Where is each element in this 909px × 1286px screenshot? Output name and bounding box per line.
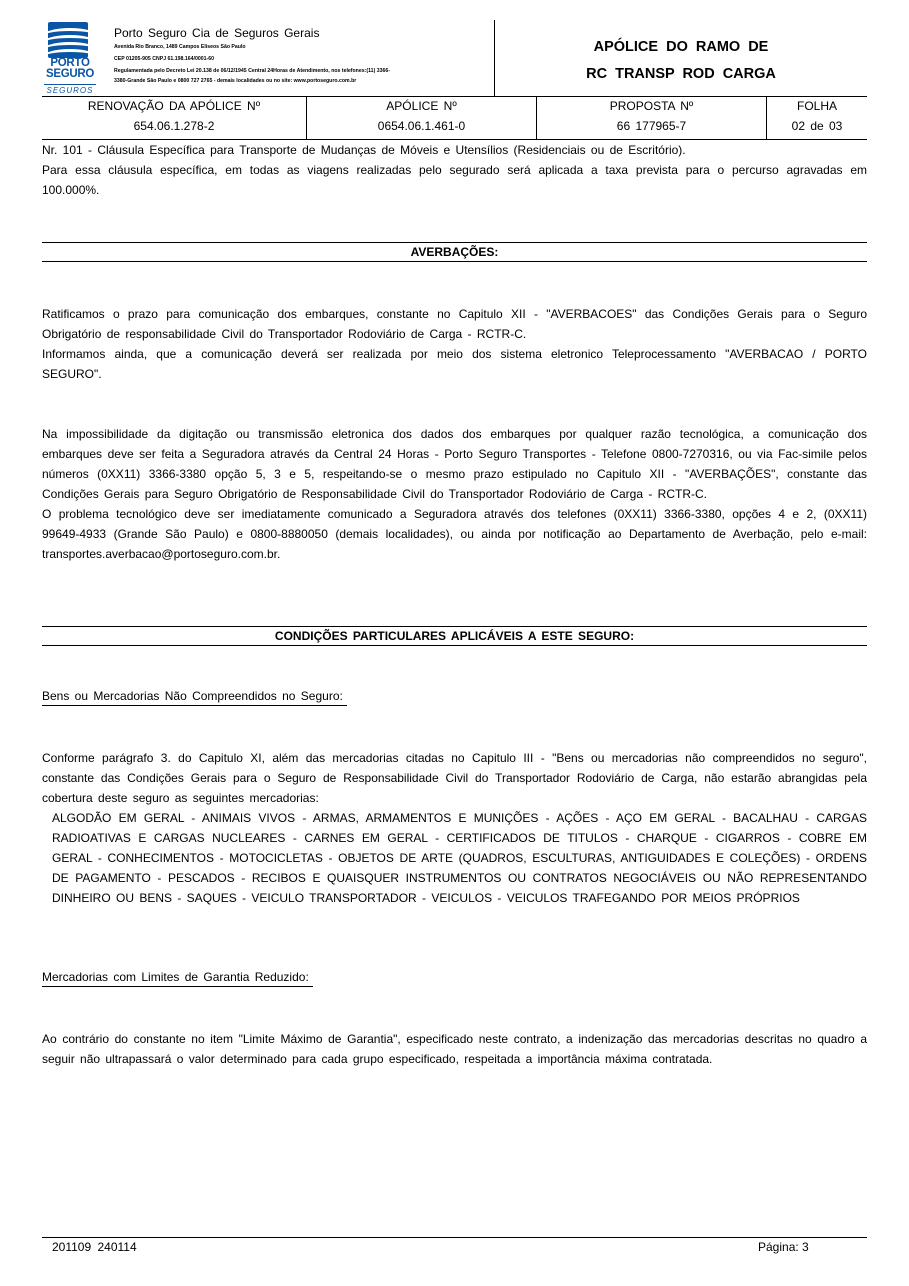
proposta-label: PROPOSTA Nº: [609, 99, 694, 113]
logo-wordmark: PORTO SEGURO: [45, 57, 95, 80]
averbacoes-intro: [42, 304, 867, 384]
averbacoes-header: AVERBAÇÕES:: [42, 242, 867, 262]
clause-101-title: Nr. 101 - Cláusula Específica para Transporte de Mudanças de Móveis e Utensílios (Residenciais ou de Escritório).: [42, 143, 686, 157]
apolice-label: APÓLICE Nº: [386, 99, 457, 113]
bens-nao-compreendidos-text: [42, 748, 867, 908]
logo-wave-icon: [48, 22, 88, 58]
averbacoes-paragraph-3: Na impossibilidade da digitação ou transmissão eletronica dos dados dos embarques por qualquer razão tecnológica, a comunicação dos embarques deve ser feita a Seguradora através da Central 24 Horas - Porto Seguro Transportes - Telefone 0800-7270316, ou via Fac-simile pelos números (0XX11) 3366-3380 opção 5, 3 e 5, respeitando-se o mesmo prazo estipulado no Capitulo XII - "AVERBAÇÕES", constante das Condições Gerais para Seguro Obrigatório de Responsabilidade Civil do Transportador Rodoviário de Carga - RCTR-C.: [42, 427, 867, 501]
bens-nao-compreendidos-subheading: Bens ou Mercadorias Não Compreendidos no Seguro:: [42, 687, 347, 706]
page-number: Página: 3: [758, 1240, 809, 1254]
footer-code: 201109 240114: [52, 1240, 137, 1254]
document-title: [496, 34, 866, 88]
porto-seguro-logo: [44, 20, 94, 98]
proposta-cell: [537, 97, 766, 139]
averbacoes-paragraph-4: O problema tecnológico deve ser imediatamente comunicado a Seguradora através dos telefones (0XX11) 3366-3380, opções 4 e 2, (0XX11) 99649-4933 (Grande São Paulo) e 0800-8880050 (demais localidades), ou ainda por notificação ao Departamento de Averbação, pelo e-mail: transportes.averbacao@portoseguro.com.br.: [42, 507, 867, 561]
company-name: Porto Seguro Cia de Seguros Gerais: [114, 26, 320, 40]
condicoes-header: CONDIÇÕES PARTICULARES APLICÁVEIS A ESTE SEGURO:: [42, 626, 867, 646]
limites-reduzido-paragraph: Ao contrário do constante no item "Limite Máximo de Garantia", especificado neste contrato, a indenização das mercadorias descritas no quadro a seguir não ultrapassará o valor determinado para cada grupo especificado, respeitada a importância máxima contratada.: [42, 1032, 867, 1066]
limites-reduzido-subheading: Mercadorias com Limites de Garantia Reduzido:: [42, 968, 313, 987]
company-contact: 3380-Grande São Paulo e 0800 727 2765 - demais localidades ou no site: www.portoseguro.com.br: [114, 78, 357, 84]
company-regulation: Regulamentada pelo Decreto Lei 20.138 de 06/12/1945 Central 24Horas de Atendimento, nos telefones:(11) 3366-: [114, 68, 391, 74]
apolice-cell: [307, 97, 536, 139]
document-title-line-1: APÓLICE DO RAMO DE: [593, 39, 769, 55]
folha-label: FOLHA: [796, 99, 837, 113]
averbacoes-paragraph-2: Informamos ainda, que a comunicação deverá ser realizada por meio dos sistema eletronico Teleprocessamento "AVERBACAO / PORTO SEGURO".: [42, 347, 867, 381]
company-address: Avenida Rio Branco, 1489 Campos Eliseos São Paulo: [114, 44, 246, 50]
logo-subtitle: SEGUROS: [44, 84, 96, 95]
document-title-line-2: RC TRANSP ROD CARGA: [586, 66, 776, 82]
averbacoes-paragraph-1: Ratificamos o prazo para comunicação dos embarques, constante no Capitulo XII - "AVERBACOES" das Condições Gerais para o Seguro Obrigatório de responsabilidade Civil do Transportador Rodoviário de Carga - RCTR-C.: [42, 307, 867, 341]
limites-reduzido-text: [42, 1029, 867, 1069]
clause-101-text: Para essa cláusula específica, em todas as viagens realizadas pelo segurado será aplicada a taxa prevista para o percurso agravadas em 100.000%.: [42, 163, 867, 197]
apolice-value: 0654.06.1.461-0: [377, 119, 466, 133]
company-cep-cnpj: CEP 01205-905 CNPJ 61.198.164/0001-60: [114, 56, 214, 62]
folha-value: 02 de 03: [791, 119, 843, 133]
proposta-value: 66 177965-7: [616, 119, 687, 133]
folha-cell: [767, 97, 867, 139]
policy-info-table: [42, 96, 867, 140]
header-divider: [494, 20, 495, 96]
renovacao-value: 654.06.1.278-2: [133, 119, 215, 133]
averbacoes-procedure: [42, 424, 867, 564]
clause-101: [42, 140, 867, 200]
excluded-goods-list: ALGODÃO EM GERAL - ANIMAIS VIVOS - ARMAS, ARMAMENTOS E MUNIÇÕES - AÇÕES - AÇO EM GERAL - BACALHAU - CARGAS RADIOATIVAS E CARGAS NUCLEARES - CARNES EM GERAL - CERTIFICADOS DE TITULOS - CHARQUE - CIGARROS - COBRE EM GERAL - CONHECIMENTOS - MOTOCICLETAS - OBJETOS DE ARTE (QUADROS, ESCULTURAS, ANTIGUIDADES E COLEÇÕES) - ORDENS DE PAGAMENTO - PESCADOS - RECIBOS E QUAISQUER INSTRUMENTOS OU CONTRATOS NEGOCIÁVEIS OU NÃO REPRESENTANDO DINHEIRO OU BENS - SAQUES - VEICULO TRANSPORTADOR - VEICULOS - VEICULOS TRAFEGANDO POR MEIOS PRÓPRIOS: [52, 811, 867, 905]
exclusion-intro: Conforme parágrafo 3. do Capitulo XI, além das mercadorias citadas no Capitulo III - "Bens ou mercadorias não compreendidos no seguro", constante das Condições Gerais para o Seguro de Responsabilidade Civil do Transportador Rodoviário de Carga, não estarão abrangidas pela cobertura deste seguro as seguintes mercadorias:: [42, 751, 867, 805]
renovacao-label: RENOVAÇÃO DA APÓLICE Nº: [87, 99, 261, 113]
renovacao-cell: [42, 97, 306, 139]
footer-rule: [42, 1237, 867, 1238]
